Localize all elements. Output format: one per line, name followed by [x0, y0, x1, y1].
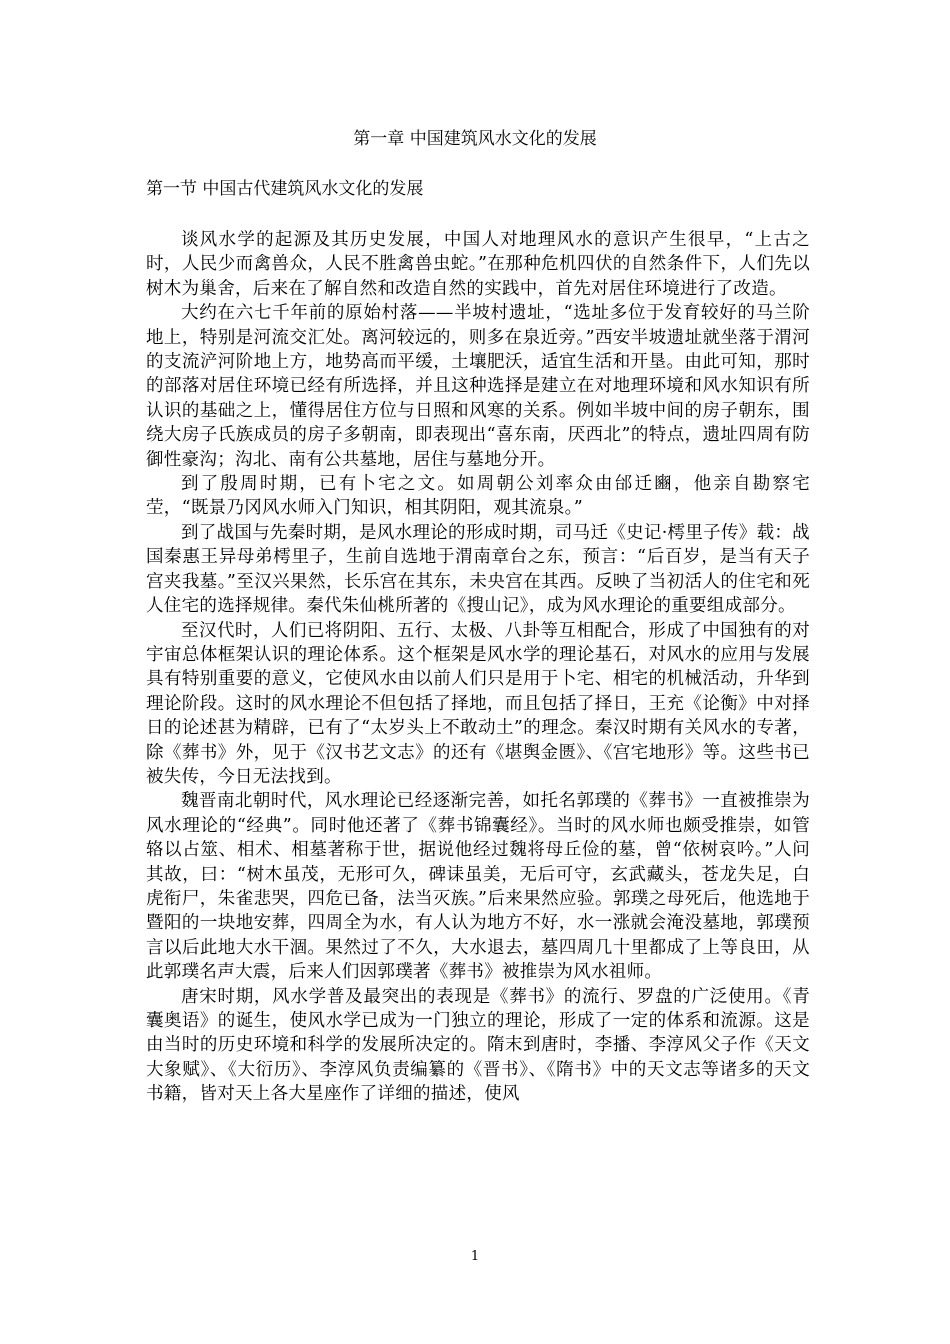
paragraph-tang-song: 唐宋时期，风水学普及最突出的表现是《葬书》的流行、罗盘的广泛使用。《青囊奥语》的诞生，使风水学已成为一门独立的理论，形成了一定的体系和流源。这是由当时的历史环境和科学的发展所决定的。隋末到唐时，李播、李淳风父子作《天文大象赋》、《大衍历》、李淳风负责编纂的《晋书》、《隋书》中的天文志等诸多的天文书籍，皆对天上各大星座作了详细的描述，使风 [146, 986, 810, 1105]
paragraph-banpo: 大约在六七千年前的原始村落——半坡村遗址，“选址多位于发育较好的马兰阶地上，特别是河流交汇处。离河较远的，则多在泉近旁。”西安半坡遗址就坐落于渭河的支流浐河阶地上方，地势高而平缓，土壤肥沃，适宜生活和开垦。由此可知，那时的部落对居住环境已经有所选择，并且这种选择是建立在对地理环境和风水知识有所认识的基础之上，懂得居住方位与日照和风寒的关系。例如半坡中间的房子朝东，围绕大房子氏族成员的房子多朝南，即表现出“喜东南，厌西北”的特点，遗址四周有防御性豪沟；沟北、南有公共墓地，居住与墓地分开。 [146, 303, 810, 470]
section-title: 第一节 中国古代建筑风水文化的发展 [146, 179, 424, 199]
body-text [146, 228, 810, 1107]
paragraph-warring-states: 到了战国与先秦时期，是风水理论的形成时期，司马迁《史记·樗里子传》载：战国秦惠王异母弟樗里子，生前自选地于渭南章台之东，预言：“后百岁，是当有天子宫夹我墓。”至汉兴果然，长乐宫在其东，未央宫在其西。反映了当初活人的住宅和死人住宅的选择规律。秦代朱仙桃所著的《搜山记》，成为风水理论的重要组成部分。 [146, 522, 810, 617]
page-number: 1 [470, 1249, 480, 1264]
paragraph-han-dynasty: 至汉代时，人们已将阴阳、五行、太极、八卦等互相配合，形成了中国独有的对宇宙总体框架认识的理论体系。这个框架是风水学的理论基石，对风水的应用与发展具有特别重要的意义，它使风水由以前人们只是用于卜宅、相宅的机械活动，升华到理论阶段。这时的风水理论不但包括了择地，而且包括了择日，王充《论衡》中对择日的论述甚为精辟，已有了“太岁头上不敢动土”的理念。秦汉时期有关风水的专著，除《葬书》外，见于《汉书艺文志》的还有《堪舆金匮》、《宫宅地形》等。这些书已被失传，今日无法找到。 [146, 620, 810, 787]
paragraph-wei-jin: 魏晋南北朝时代，风水理论已经逐渐完善，如托名郭璞的《葬书》一直被推崇为风水理论的“经典”。同时他还著了《葬书锦囊经》。当时的风水师也颇受推崇，如管辂以占筮、相术、相墓著称于世，据说他经过魏将母丘俭的墓，曾“依树哀吟。”人问其故，曰：“树木虽茂，无形可久，碑诔虽美，无后可守，玄武藏头，苍龙失足，白虎衔尸，朱雀悲哭，四危已备，法当灭族。”后来果然应验。郭璞之母死后，他选地于暨阳的一块地安葬，四周全为水，有人认为地方不好，水一涨就会淹没墓地，郭璞预言以后此地大水干涸。果然过了不久，大水退去，墓四周几十里都成了上等良田，从此郭璞名声大震，后来人们因郭璞著《葬书》被推崇为风水祖师。 [146, 791, 810, 983]
paragraph-origin: 谈风水学的起源及其历史发展，中国人对地理风水的意识产生很早，“上古之时，人民少而禽兽众，人民不胜禽兽虫蛇。”在那种危机四伏的自然条件下，人们先以树木为巢舍，后来在了解自然和改造自然的实践中，首先对居住环境进行了改造。 [146, 230, 810, 299]
paragraph-yin-zhou: 到了殷周时期，已有卜宅之文。如周朝公刘率众由邰迁豳，他亲自勘察宅茔，“既景乃冈风水师入门知识，相其阴阳，观其流泉。” [146, 474, 810, 519]
chapter-title: 第一章 中国建筑风水文化的发展 [353, 129, 597, 149]
